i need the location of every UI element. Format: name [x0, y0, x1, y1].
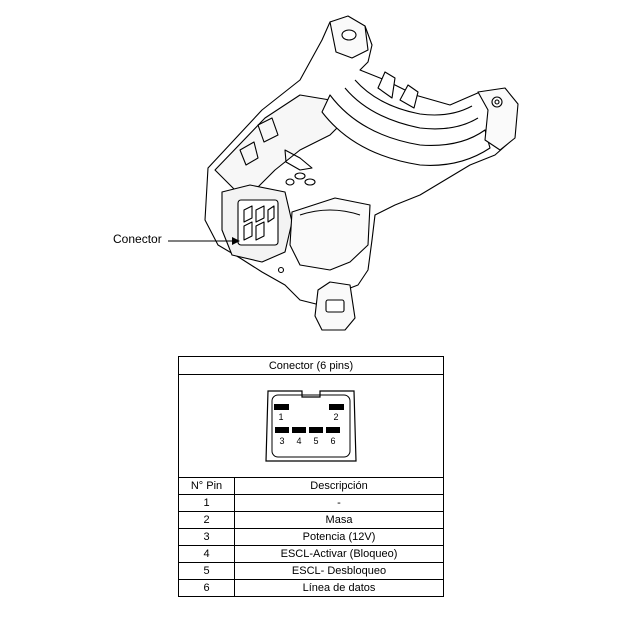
pin-number-1: 1 [278, 412, 284, 422]
pin-cell: 6 [179, 580, 235, 597]
pin-slot-3 [275, 427, 289, 433]
connector-callout-label: Conector [113, 232, 162, 246]
pin-cell: 3 [179, 529, 235, 546]
pin-number-3: 3 [279, 436, 285, 446]
table-row [179, 580, 444, 597]
pin-number-2: 2 [333, 412, 339, 422]
description-column-header: Descripción [235, 478, 444, 495]
pin-slot-1 [274, 404, 289, 410]
table-row [179, 495, 444, 512]
pin-slot-5 [309, 427, 323, 433]
description-cell: Línea de datos [235, 580, 444, 597]
pin-number-4: 4 [296, 436, 302, 446]
pin-number-5: 5 [313, 436, 319, 446]
table-row [179, 512, 444, 529]
pinout-housing-outline [266, 391, 356, 461]
table-row [179, 563, 444, 580]
connector-pin-table [178, 356, 444, 597]
description-cell: ESCL-Activar (Bloqueo) [235, 546, 444, 563]
pin-slot-2 [329, 404, 344, 410]
pin-cell: 5 [179, 563, 235, 580]
description-cell: - [235, 495, 444, 512]
pin-cell: 1 [179, 495, 235, 512]
pin-slot-6 [326, 427, 340, 433]
description-cell: Masa [235, 512, 444, 529]
pin-number-6: 6 [330, 436, 336, 446]
table-row [179, 529, 444, 546]
pin-cell: 4 [179, 546, 235, 563]
connector-pinout-cell [179, 375, 444, 478]
pin-column-header: N° Pin [179, 478, 235, 495]
description-cell: ESCL- Desbloqueo [235, 563, 444, 580]
table-row [179, 546, 444, 563]
table-title: Conector (6 pins) [179, 357, 444, 375]
pin-cell: 2 [179, 512, 235, 529]
description-cell: Potencia (12V) [235, 529, 444, 546]
connector-pinout-diagram [262, 387, 360, 465]
pin-slot-4 [292, 427, 306, 433]
